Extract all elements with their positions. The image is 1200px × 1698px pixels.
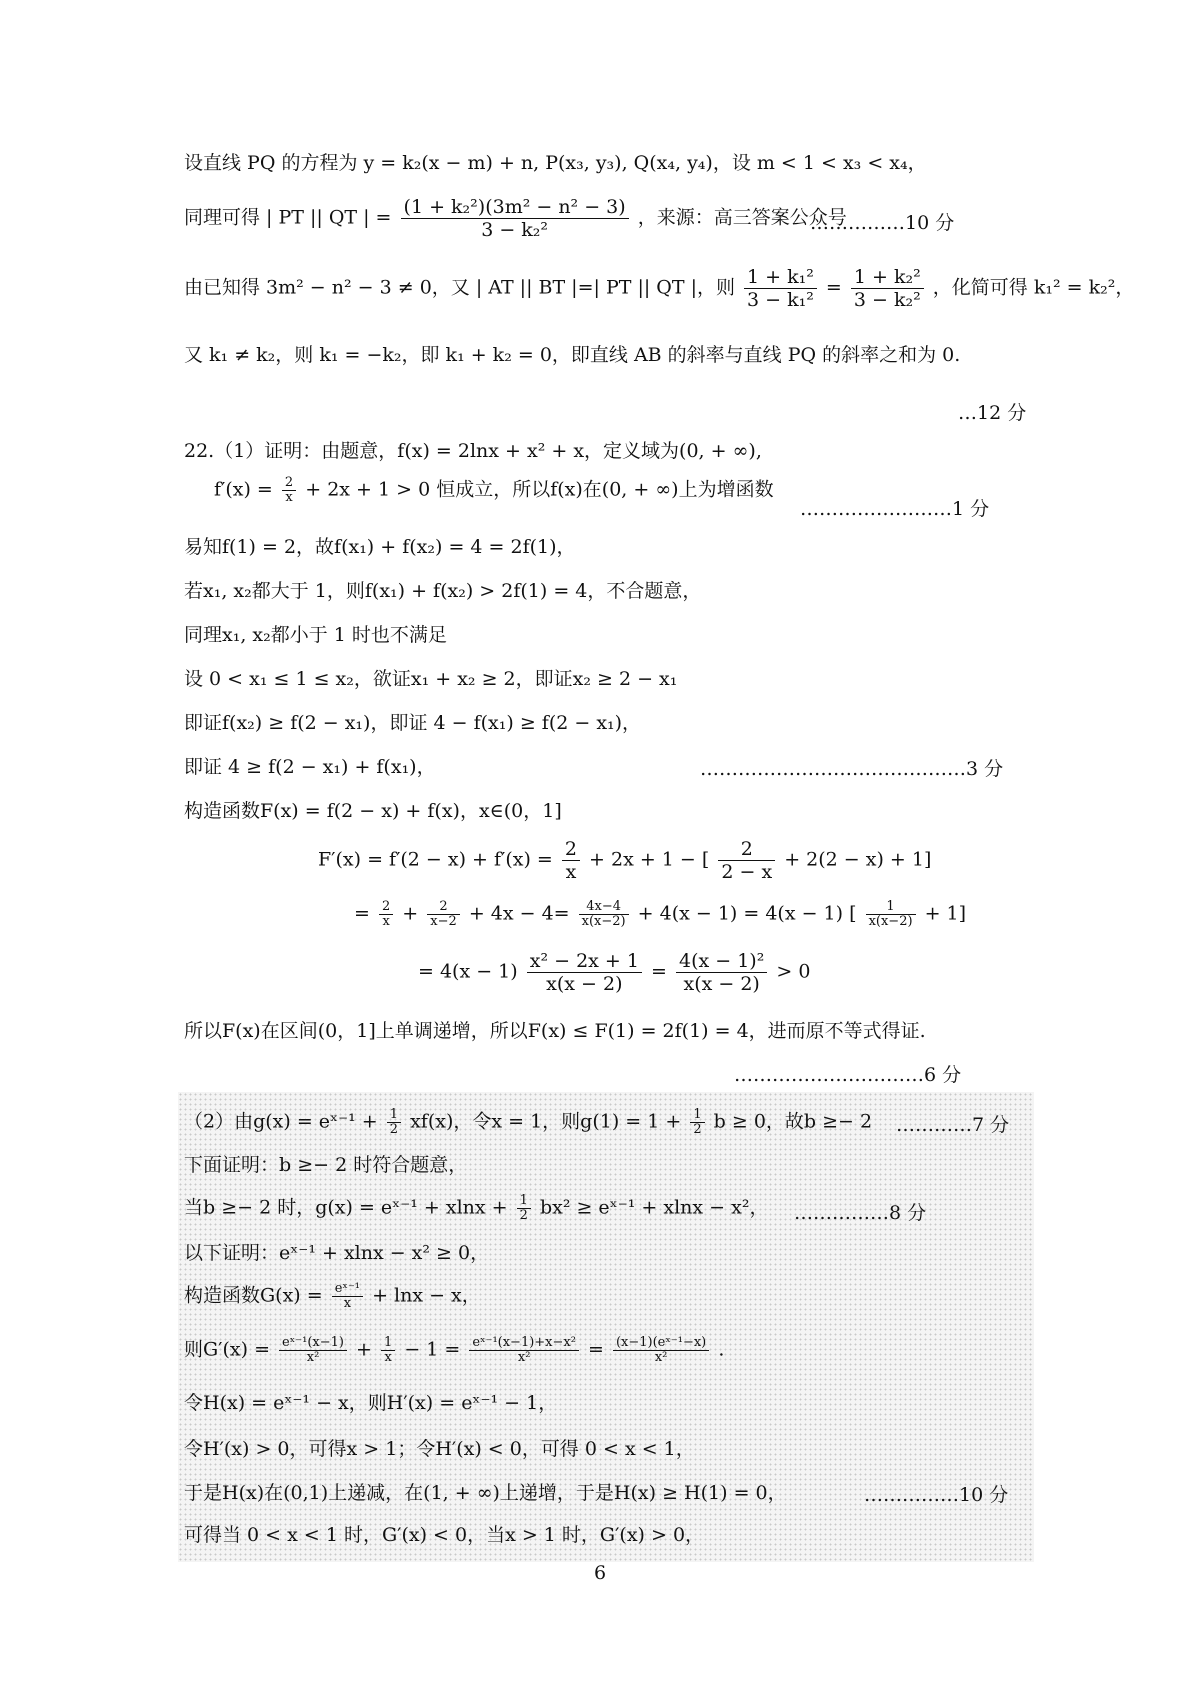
text-line: 以下证明：eˣ⁻¹ + xlnx − x² ≥ 0， bbox=[184, 1242, 490, 1264]
equation-line-3 bbox=[418, 950, 810, 995]
score-marker: …………………………6 分 bbox=[734, 1064, 962, 1086]
fraction-denominator: x bbox=[565, 861, 577, 883]
fraction-numerator: 1 + k₂² bbox=[851, 266, 924, 289]
text-segment: = bbox=[588, 1338, 604, 1361]
fraction-numerator: eˣ⁻¹ bbox=[332, 1282, 363, 1297]
fraction bbox=[381, 1336, 395, 1365]
score-marker: ……………10 分 bbox=[864, 1484, 1009, 1506]
fraction-numerator: 4(x − 1)² bbox=[676, 950, 767, 973]
text-segment: 当b ≥− 2 时，g(x) = eˣ⁻¹ + xlnx + bbox=[184, 1196, 508, 1219]
fraction-denominator: x(x − 2) bbox=[546, 973, 623, 995]
fraction-numerator: eˣ⁻¹(x−1) bbox=[279, 1336, 347, 1351]
fraction-numerator: 1 bbox=[387, 1108, 401, 1123]
fraction-denominator: x(x−2) bbox=[581, 914, 626, 929]
fraction bbox=[387, 1108, 401, 1137]
text-line-pt-qt-product bbox=[184, 196, 847, 241]
fraction-denominator: x bbox=[343, 1296, 352, 1311]
fraction bbox=[562, 838, 580, 883]
score-marker: …12 分 bbox=[958, 402, 1027, 424]
text-line: 令H′(x) > 0，可得x > 1；令H′(x) < 0，可得 0 < x < 1， bbox=[184, 1438, 695, 1460]
text-segment: ，来源：高三答案公众号 bbox=[637, 206, 847, 229]
text-line bbox=[184, 1282, 481, 1311]
text-segment: 由已知得 3m² − n² − 3 ≠ 0，又 | AT || BT |=| PT || QT |，则 bbox=[184, 276, 735, 299]
fraction-numerator: 1 + k₁² bbox=[744, 266, 817, 289]
text-line: 可得当 0 < x < 1 时，G′(x) < 0，当x > 1 时，G′(x) > 0， bbox=[184, 1524, 705, 1546]
text-segment: = bbox=[651, 960, 667, 983]
text-segment: = 4(x − 1) bbox=[418, 960, 518, 983]
fraction-denominator: 2 bbox=[519, 1208, 528, 1223]
fraction bbox=[676, 950, 767, 995]
fraction-numerator: 1 bbox=[866, 900, 916, 915]
text-segment: + 2x + 1 > 0 恒成立，所以f(x)在(0, + ∞)上为增函数 bbox=[305, 478, 774, 501]
question-22-header: 22.（1）证明：由题意，f(x) = 2lnx + x² + x，定义域为(0, + ∞), bbox=[184, 440, 762, 462]
score-marker: ……………………………………3 分 bbox=[700, 758, 1004, 780]
text-line-slope-conclusion: 又 k₁ ≠ k₂，则 k₁ = −k₂，即 k₁ + k₂ = 0，即直线 AB 的斜率与直线 PQ 的斜率之和为 0. bbox=[184, 344, 961, 366]
text-segment: . bbox=[718, 1338, 725, 1361]
fraction-denominator: 3 − k₂² bbox=[853, 289, 921, 311]
text-line: 下面证明：b ≥− 2 时符合题意， bbox=[184, 1154, 468, 1176]
text-line: 令H(x) = eˣ⁻¹ − x，则H′(x) = eˣ⁻¹ − 1， bbox=[184, 1392, 558, 1414]
text-segment: = bbox=[354, 902, 370, 925]
fraction-denominator: x² bbox=[517, 1350, 531, 1365]
fraction-numerator: x² − 2x + 1 bbox=[527, 950, 642, 973]
fraction-denominator: x² bbox=[306, 1350, 320, 1365]
fraction-numerator: 2 bbox=[562, 838, 580, 861]
fraction-denominator: x−2 bbox=[430, 914, 457, 929]
text-segment: − 1 = bbox=[404, 1338, 461, 1361]
fraction bbox=[427, 900, 460, 929]
fraction-denominator: x(x − 2) bbox=[683, 973, 760, 995]
fraction bbox=[527, 950, 642, 995]
text-line-slope-relation bbox=[184, 266, 1134, 311]
text-segment: b ≥ 0，故b ≥− 2 bbox=[713, 1110, 873, 1133]
text-line-derivative bbox=[214, 476, 774, 505]
text-segment: + 2(2 − x) + 1] bbox=[784, 848, 932, 871]
fraction-numerator: 2 bbox=[718, 838, 775, 861]
fraction-denominator: 3 − k₁² bbox=[747, 289, 814, 311]
fraction-numerator: 2 bbox=[427, 900, 460, 915]
text-segment: = bbox=[825, 276, 842, 299]
text-line-conclusion: 所以F(x)在区间(0，1]上单调递增，所以F(x) ≤ F(1) = 2f(1) = 4，进而原不等式得证. bbox=[184, 1020, 926, 1042]
part-2-header bbox=[184, 1108, 872, 1137]
fraction-numerator: (1 + k₂²)(3m² − n² − 3) bbox=[401, 196, 629, 219]
text-segment: xf(x)，令x = 1，则g(1) = 1 + bbox=[410, 1110, 682, 1133]
text-segment: f′(x) = bbox=[214, 478, 273, 501]
fraction bbox=[718, 838, 775, 883]
text-line: 易知f(1) = 2，故f(x₁) + f(x₂) = 4 = 2f(1)， bbox=[184, 536, 576, 558]
text-segment: ，化简可得 k₁² = k₂²， bbox=[932, 276, 1135, 299]
fraction-denominator: x(x−2) bbox=[868, 914, 913, 929]
text-segment: + 4(x − 1) = 4(x − 1) [ bbox=[637, 902, 857, 925]
fraction-denominator: 2 bbox=[389, 1122, 399, 1137]
score-marker: ……………………1 分 bbox=[800, 498, 990, 520]
equation-line-1 bbox=[318, 838, 931, 883]
text-segment: + lnx − x， bbox=[372, 1284, 481, 1307]
fraction bbox=[579, 900, 629, 929]
text-line: 即证 4 ≥ f(2 − x₁) + f(x₁)， bbox=[184, 756, 436, 778]
fraction bbox=[690, 1108, 704, 1137]
fraction-denominator: 3 − k₂² bbox=[481, 219, 549, 241]
fraction bbox=[379, 900, 393, 929]
text-line: 即证f(x₂) ≥ f(2 − x₁)，即证 4 − f(x₁) ≥ f(2 − x₁)， bbox=[184, 712, 642, 734]
text-segment: + bbox=[356, 1338, 372, 1361]
fraction-numerator: 1 bbox=[690, 1108, 704, 1123]
fraction-numerator: 2 bbox=[282, 476, 296, 491]
text-line: 设 0 < x₁ ≤ 1 ≤ x₂，欲证x₁ + x₂ ≥ 2，即证x₂ ≥ 2 − x₁ bbox=[184, 668, 678, 690]
fraction-numerator: 1 bbox=[517, 1194, 531, 1209]
score-marker: …………7 分 bbox=[896, 1114, 1010, 1136]
text-segment: + 4x − 4= bbox=[468, 902, 570, 925]
fraction-numerator: eˣ⁻¹(x−1)+x−x² bbox=[469, 1336, 579, 1351]
fraction bbox=[517, 1194, 531, 1223]
text-segment: （2）由g(x) = eˣ⁻¹ + bbox=[184, 1110, 378, 1133]
score-marker: ……………8 分 bbox=[794, 1202, 927, 1224]
fraction-numerator: (x−1)(eˣ⁻¹−x) bbox=[613, 1336, 709, 1351]
fraction bbox=[279, 1336, 347, 1365]
equation-line-2 bbox=[354, 900, 966, 929]
text-line: 构造函数F(x) = f(2 − x) + f(x)，x∈(0，1] bbox=[184, 800, 562, 822]
text-segment: + 1] bbox=[924, 902, 967, 925]
text-segment: F′(x) = f′(2 − x) + f′(x) = bbox=[318, 848, 553, 871]
fraction-denominator: x bbox=[384, 1350, 392, 1365]
fraction bbox=[282, 476, 296, 505]
text-line: 于是H(x)在(0,1)上递减，在(1, + ∞)上递增，于是H(x) ≥ H(1) = 0， bbox=[184, 1482, 787, 1504]
text-segment: + 2x + 1 − [ bbox=[589, 848, 710, 871]
text-line bbox=[184, 1194, 768, 1223]
fraction-denominator: 2 − x bbox=[721, 861, 773, 883]
fraction-denominator: 2 bbox=[693, 1122, 702, 1137]
fraction bbox=[613, 1336, 709, 1365]
text-line bbox=[184, 1336, 724, 1365]
fraction-denominator: x² bbox=[654, 1350, 668, 1365]
text-segment: bx² ≥ eˣ⁻¹ + xlnx − x²， bbox=[539, 1196, 769, 1219]
fraction-numerator: 1 bbox=[381, 1336, 395, 1351]
text-segment: + bbox=[402, 902, 419, 925]
fraction-numerator: 2 bbox=[379, 900, 393, 915]
text-segment: 则G′(x) = bbox=[184, 1338, 270, 1361]
text-segment: 构造函数G(x) = bbox=[184, 1284, 323, 1307]
page-number: 6 bbox=[593, 1562, 607, 1584]
fraction bbox=[469, 1336, 579, 1365]
text-line-pq-equation: 设直线 PQ 的方程为 y = k₂(x − m) + n, P(x₃, y₃), Q(x₄, y₄)，设 m < 1 < x₃ < x₄， bbox=[184, 152, 927, 174]
text-segment: 同理可得 | PT || QT | = bbox=[184, 206, 392, 229]
text-line: 若x₁, x₂都大于 1，则f(x₁) + f(x₂) > 2f(1) = 4，不合题意， bbox=[184, 580, 702, 602]
fraction-denominator: x bbox=[382, 914, 390, 929]
fraction bbox=[332, 1282, 363, 1311]
fraction bbox=[401, 196, 629, 241]
fraction-denominator: x bbox=[285, 490, 293, 505]
text-line: 同理x₁, x₂都小于 1 时也不满足 bbox=[184, 624, 447, 646]
text-segment: > 0 bbox=[776, 960, 811, 983]
score-marker: ……………10 分 bbox=[810, 212, 955, 234]
fraction bbox=[744, 266, 817, 311]
fraction bbox=[851, 266, 924, 311]
fraction-numerator: 4x−4 bbox=[579, 900, 629, 915]
fraction bbox=[866, 900, 916, 929]
